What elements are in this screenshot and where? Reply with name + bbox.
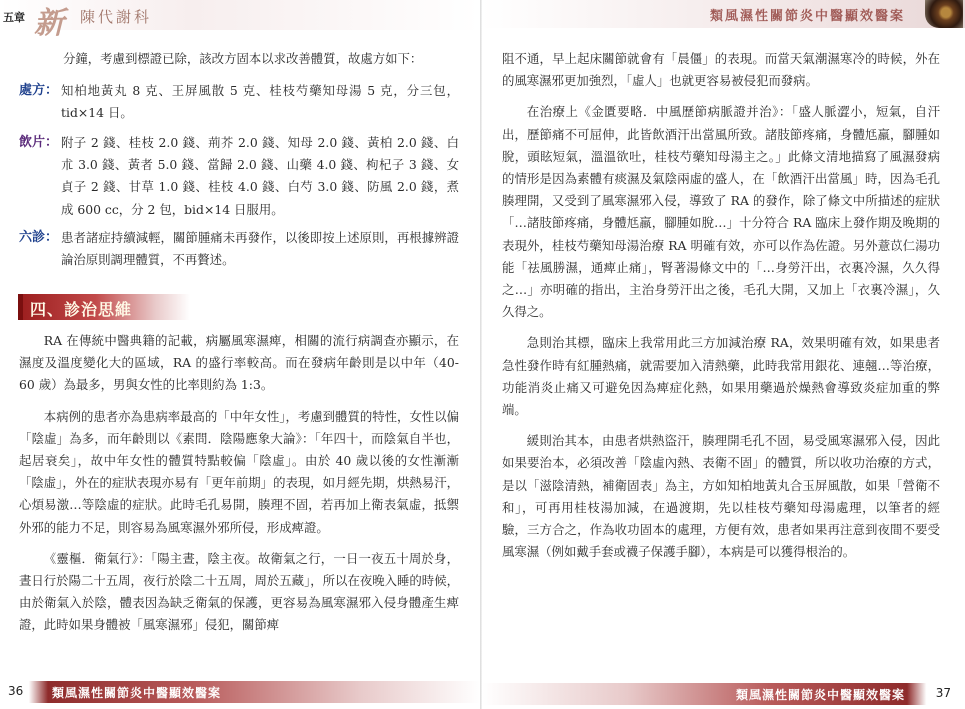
paragraph: 緩則治其本，由患者烘熱盜汗，腠理開毛孔不固，易受風寒濕邪入侵，因此如果要治本，必須改善「陰虛內熱、表衛不固」的體質，所以收功治療的方式，是以「滋陰清熱，補衛固表」為主，方如知柏地黃丸合玉屏風散，如果「營衛不和」，可再用桂枝湯加減，在過渡期，先以桂枝芍藥知母湯處理，以筆者的經驗，三方合之，作為收功固本的處理，方便有效，患者如果再注意到夜間不要受風寒濕（例如戴手套或襪子保護手腳），本病是可以獲得根治的。	[502, 433, 940, 560]
decoction-text: 附子 2 錢、桂枝 2.0 錢、荊芥 2.0 錢、知母 2.0 錢、黃柏 2.0 錢、白朮 3.0 錢、黃者 5.0 錢、當歸 2.0 錢、山藥 4.0 錢、枸杞子 3 錢、女貞子 2 錢、甘草 1.0 錢、桂枝 4.0 錢、白芍 3.0 錢、防風 2.0 錢，煮成 600 cc，分 2 包，bid×14 日服用。	[61, 135, 459, 217]
sixth-visit-label: 六診：	[19, 230, 59, 245]
logo-glyph: 新	[34, 6, 62, 41]
section-title: 四、診治思維	[30, 300, 133, 319]
intro-paragraph: 分鐘，考慮到標證已除，該改方固本以求改善體質，故處方如下：	[63, 51, 423, 66]
footer-title: 類風濕性關節炎中醫顯效醫案	[52, 686, 222, 700]
sixth-visit-block	[19, 227, 459, 271]
intro-text	[63, 48, 463, 70]
paragraph: RA 在傳統中醫典籍的記載，病屬風寒濕痺，相關的流行病調查亦顯示，在濕度及溫度變化大的區域，RA 的盛行率較高。而在發病年齡則是以中年（40-60 歲）為最多，男與女性的比率則約為 1:3。	[19, 333, 459, 393]
paragraph: 在治療上《金匱要略．中風歷節病脈證并治》：「盛人脈澀小，短氣，自汗出，歷節痛不可屈伸，此皆飲酒汗出當風所致。諸肢節疼痛，身體尪羸，腳腫如脫，頭眩短氣，溫溫欲吐，桂枝芍藥知母湯主之。」此條文清地描寫了風濕發病的情形是因為素體有痰濕及氣陰兩虛的盛人，在「飲酒汗出當風」時，因為毛孔腠理開，又受到了風寒濕邪入侵，導致了 RA 的發作，除了條文中所描述的症狀「…諸肢節疼痛，身體尪羸，腳腫如脫…」十分符合 RA 臨床上發作期及晚期的表現外，桂枝芍藥知母湯治療 RA 明確有效，亦可以作為佐證。另外薏苡仁湯功能「祛風勝濕，通痺止痛」，腎著湯條文中的「…身勞汗出，衣裏冷濕，久久得之…」亦明確的指出，主治身勞汗出之後，毛孔大開，又加上「衣裏冷濕」，久久得之。	[502, 104, 940, 320]
right-page	[482, 0, 965, 709]
chapter-label: 五章	[3, 11, 25, 24]
section-heading-bar	[18, 294, 23, 320]
left-page-footer	[0, 681, 480, 703]
left-body	[19, 330, 459, 637]
header-title: 類風濕性關節炎中醫顯效醫案	[709, 9, 905, 24]
herb-bowl-image	[925, 0, 963, 28]
footer-title: 類風濕性關節炎中醫顯效醫案	[735, 688, 905, 702]
paragraph: 阻不通，早上起床關節就會有「晨僵」的表現。而當天氣潮濕寒冷的時候，外在的風寒濕邪更加強烈，「虛人」也就更容易被侵犯而發病。	[502, 51, 940, 89]
prescription-text: 知柏地黃丸 8 克、王屏風散 5 克、桂枝芍藥知母湯 5 克，分三包，tid×14 日。	[61, 83, 459, 121]
page-number: 37	[935, 686, 951, 700]
right-page-header	[482, 0, 965, 28]
left-page-header	[0, 0, 480, 41]
decoction-label: 飲片：	[19, 135, 59, 150]
prescription-block	[19, 80, 459, 124]
prescription-label: 處方：	[19, 83, 59, 98]
sixth-visit-text: 患者諸症持續減輕，關節腫痛未再發作，以後即按上述原則，再根據辨證論治原則調理體質，不再贅述。	[61, 230, 459, 268]
header-title: 陳代謝科	[80, 8, 153, 26]
page-number: 36	[8, 684, 24, 698]
paragraph: 本病例的患者亦為患病率最高的「中年女性」，考慮到體質的特性，女性以偏「陰虛」為多，而年齡則以《素問．陰陽應象大論》：「年四十，而陰氣自半也，起居衰矣」，故中年女性的體質特點較偏「陰虛」。由於 40 歲以後的女性漸漸「陰虛」，外在的症狀表現亦易有「更年前期」的表現，如月經先期，烘熱易汗，心煩易激…等陰虛的症狀。此時毛孔易開，腠理不固，若再加上衛表氣虛，抵禦外邪的能力不足，則容易為風寒濕外邪所侵，形成痺證。	[19, 408, 459, 535]
right-body	[502, 48, 940, 563]
section-heading	[18, 294, 190, 320]
decoction-block	[19, 132, 459, 221]
paragraph: 《靈樞．衛氣行》：「陽主晝，陰主夜。故衛氣之行，一日一夜五十周於身，晝日行於陽二十五周，夜行於陰二十五周，周於五藏」，所以在夜晚入睡的時候，由於衛氣入於陰，體表因為缺乏衛氣的保護，更容易為風寒濕邪入侵身體產生痺證，此時如果身體被「風寒濕邪」侵犯，關節痺	[19, 550, 459, 633]
left-page	[0, 0, 480, 709]
right-page-footer	[482, 683, 965, 705]
paragraph: 急則治其標，臨床上我常用此三方加減治療 RA，效果明確有效，如果患者急性發作時有紅腫熱痛，就需要加入清熱藥，此時我常用銀花、連翹…等治療，功能消炎止痛又可避免因為痺症化熱，如果用藥過於燥熱會導致炎症加重的弊端。	[502, 335, 940, 418]
